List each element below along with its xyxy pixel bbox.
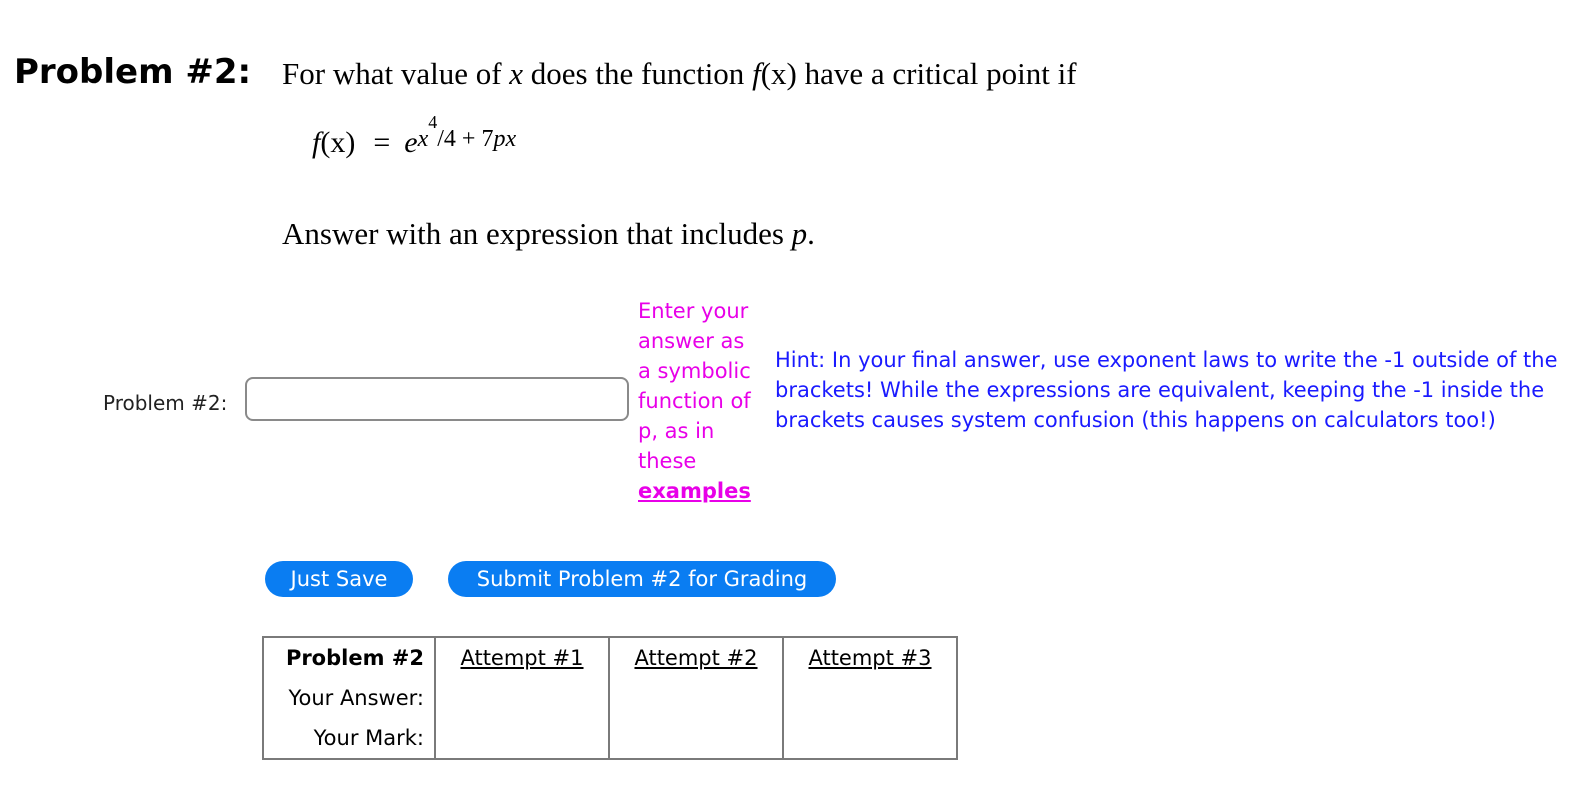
examples-link[interactable]: examples [638, 479, 751, 503]
problem-question [282, 56, 1077, 92]
exponent-power: 4 [428, 112, 438, 132]
attempt-1-mark-cell [435, 718, 609, 759]
attempts-problem-label: Problem #2 [263, 637, 435, 678]
answer-row-label: Problem #2: [103, 391, 228, 415]
equation-exponent [417, 112, 517, 152]
question-f-arg: (x) [760, 56, 797, 91]
attempt-2-link[interactable]: Attempt #2 [634, 646, 758, 670]
attempt-2-answer-cell [609, 678, 783, 718]
your-mark-row [263, 718, 957, 759]
exponent-rest: /4 + 7 [437, 126, 494, 152]
attempt-3-header [783, 637, 957, 678]
instruction-var-p: p [791, 216, 808, 251]
equation-equals: = [373, 126, 391, 159]
question-text-mid: does the function [523, 56, 753, 91]
answer-input[interactable] [245, 377, 629, 421]
instruction-period: . [807, 216, 815, 251]
equation-lhs-arg: (x) [320, 126, 356, 159]
question-text-start: For what value of [282, 56, 510, 91]
answer-format-note [638, 296, 760, 506]
answer-instruction [282, 216, 815, 252]
your-mark-label: Your Mark: [263, 718, 435, 759]
hint-text: Hint: In your final answer, use exponent laws to write the -1 outside of the brackets! While the expressions are equivalent, keeping the -1 inside the brackets causes system confusion (this happens on calculators too!) [775, 348, 1558, 432]
question-text-end: have a critical point if [796, 56, 1077, 91]
attempt-1-answer-cell [435, 678, 609, 718]
question-var-x: x [509, 56, 524, 91]
instruction-text: Answer with an expression that includes [282, 216, 792, 251]
attempt-1-link[interactable]: Attempt #1 [460, 646, 584, 670]
attempt-3-link[interactable]: Attempt #3 [808, 646, 932, 670]
attempt-3-mark-cell [783, 718, 957, 759]
just-save-button[interactable]: Just Save [265, 561, 413, 597]
submit-problem-button[interactable]: Submit Problem #2 for Grading [448, 561, 836, 597]
attempts-header-row [263, 637, 957, 678]
attempts-table [262, 636, 958, 760]
answer-format-text: Enter your answer as a symbolic function of p, as in these [638, 299, 751, 473]
exponent-x: x [417, 126, 429, 152]
question-f: f [752, 56, 761, 91]
your-answer-label: Your Answer: [263, 678, 435, 718]
equation-lhs-f: f [312, 126, 321, 159]
attempt-3-answer-cell [783, 678, 957, 718]
attempt-2-header [609, 637, 783, 678]
function-equation [312, 112, 517, 160]
attempt-1-header [435, 637, 609, 678]
your-answer-row [263, 678, 957, 718]
equation-base-e: e [404, 126, 418, 159]
exponent-px: px [493, 126, 517, 152]
problem-heading: Problem #2: [14, 52, 252, 92]
attempt-2-mark-cell [609, 718, 783, 759]
